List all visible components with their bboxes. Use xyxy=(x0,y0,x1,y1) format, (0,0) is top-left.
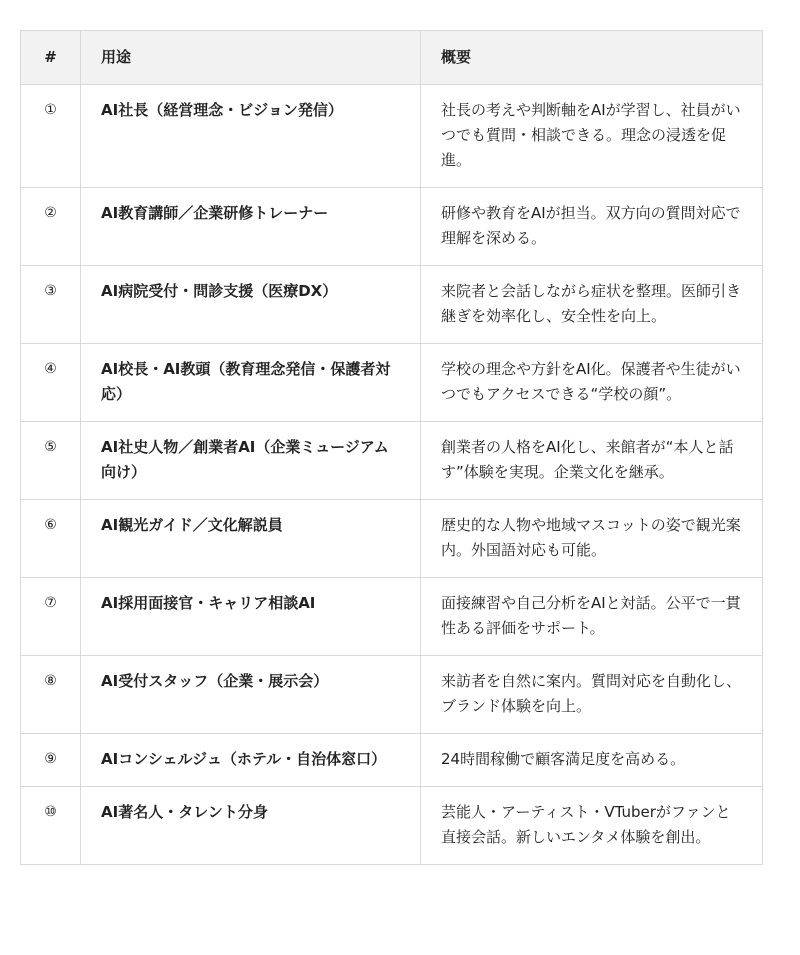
use-case-table-container xyxy=(20,30,762,865)
row-number: ② xyxy=(21,188,81,266)
row-summary: 歴史的な人物や地域マスコットの姿で観光案内。外国語対応も可能。 xyxy=(421,500,763,578)
row-summary: 来院者と会話しながら症状を整理。医師引き継ぎを効率化し、安全性を向上。 xyxy=(421,266,763,344)
row-use: AI社史人物／創業者AI（企業ミュージアム向け） xyxy=(81,422,421,500)
row-use: AI採用面接官・キャリア相談AI xyxy=(81,578,421,656)
row-use: AIコンシェルジュ（ホテル・自治体窓口） xyxy=(81,734,421,787)
row-number: ⑦ xyxy=(21,578,81,656)
header-number: # xyxy=(21,31,81,85)
row-use: AI著名人・タレント分身 xyxy=(81,787,421,865)
row-use: AI観光ガイド／文化解説員 xyxy=(81,500,421,578)
header-summary: 概要 xyxy=(421,31,763,85)
row-summary: 創業者の人格をAI化し、来館者が“本人と話す”体験を実現。企業文化を継承。 xyxy=(421,422,763,500)
table-row xyxy=(21,500,763,578)
row-number: ⑤ xyxy=(21,422,81,500)
row-summary: 学校の理念や方針をAI化。保護者や生徒がいつでもアクセスできる“学校の顔”。 xyxy=(421,344,763,422)
row-use: AI校長・AI教頭（教育理念発信・保護者対応） xyxy=(81,344,421,422)
row-number: ⑨ xyxy=(21,734,81,787)
row-number: ⑥ xyxy=(21,500,81,578)
row-summary: 社長の考えや判断軸をAIが学習し、社員がいつでも質問・相談できる。理念の浸透を促進。 xyxy=(421,85,763,188)
table-header xyxy=(21,31,763,85)
row-number: ① xyxy=(21,85,81,188)
row-use: AI社長（経営理念・ビジョン発信） xyxy=(81,85,421,188)
table-row xyxy=(21,656,763,734)
table-row xyxy=(21,422,763,500)
row-use: AI教育講師／企業研修トレーナー xyxy=(81,188,421,266)
row-summary: 来訪者を自然に案内。質問対応を自動化し、ブランド体験を向上。 xyxy=(421,656,763,734)
table-body xyxy=(21,85,763,865)
row-number: ③ xyxy=(21,266,81,344)
table-row xyxy=(21,85,763,188)
row-use: AI病院受付・問診支援（医療DX） xyxy=(81,266,421,344)
row-summary: 芸能人・アーティスト・VTuberがファンと直接会話。新しいエンタメ体験を創出。 xyxy=(421,787,763,865)
row-summary: 24時間稼働で顧客満足度を高める。 xyxy=(421,734,763,787)
row-summary: 研修や教育をAIが担当。双方向の質問対応で理解を深める。 xyxy=(421,188,763,266)
row-use: AI受付スタッフ（企業・展示会） xyxy=(81,656,421,734)
table-row xyxy=(21,734,763,787)
row-number: ⑩ xyxy=(21,787,81,865)
row-summary: 面接練習や自己分析をAIと対話。公平で一貫性ある評価をサポート。 xyxy=(421,578,763,656)
table-row xyxy=(21,188,763,266)
row-number: ⑧ xyxy=(21,656,81,734)
table-row xyxy=(21,578,763,656)
row-number: ④ xyxy=(21,344,81,422)
header-use: 用途 xyxy=(81,31,421,85)
table-row xyxy=(21,266,763,344)
table-row xyxy=(21,787,763,865)
header-row xyxy=(21,31,763,85)
table-row xyxy=(21,344,763,422)
use-case-table xyxy=(20,30,763,865)
